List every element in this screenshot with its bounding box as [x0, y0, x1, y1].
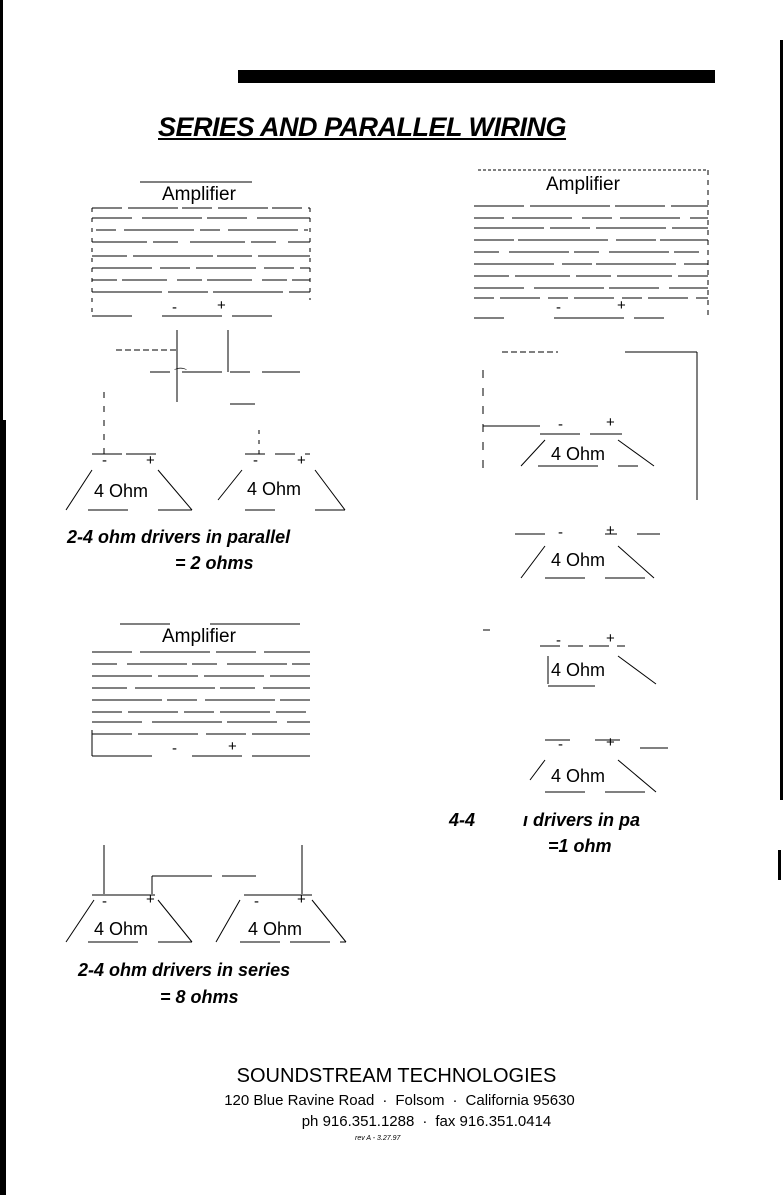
- caption-series2-line2: = 8 ohms: [160, 987, 239, 1007]
- amp-terminal-plus: +: [217, 297, 226, 314]
- speaker-b-minus: -: [558, 524, 563, 541]
- amp-terminal-plus: +: [228, 738, 237, 755]
- footer-separator: ·: [422, 1113, 428, 1130]
- wires-series2: [104, 845, 302, 894]
- caption-parallel4-line1b: ı drivers in pa: [523, 810, 641, 830]
- caption-parallel4-line1a: 4-4: [449, 810, 476, 830]
- speaker2-ohm: 4 Ohm: [247, 479, 302, 499]
- footer-street: 120 Blue Ravine Road: [224, 1092, 375, 1109]
- amplifier-label-parallel2: Amplifier: [162, 184, 236, 205]
- footer-revision: rev A - 3.27.97: [355, 1135, 401, 1142]
- footer-company: SOUNDSTREAM TECHNOLOGIES: [236, 1065, 557, 1087]
- footer-contact: [0, 1113, 783, 1130]
- amp-terminal-minus: -: [556, 299, 561, 316]
- speaker4-plus: +: [297, 891, 306, 908]
- wires-parallel2: [104, 330, 300, 455]
- speaker-c-minus: -: [556, 632, 561, 649]
- footer-fax: fax 916.351.0414: [435, 1113, 552, 1130]
- speaker-b-plus: +: [606, 522, 615, 539]
- amplifier-label-series2: Amplifier: [162, 626, 236, 647]
- speaker1-ohm: 4 Ohm: [94, 481, 149, 501]
- footer-state: California 95630: [465, 1092, 575, 1109]
- speaker2-minus: -: [253, 452, 258, 469]
- speaker4-minus: -: [254, 893, 259, 910]
- amp-terminal-plus: +: [617, 297, 626, 314]
- speaker-a-plus: +: [606, 414, 615, 431]
- footer-separator: ·: [382, 1092, 388, 1109]
- footer-phone: ph 916.351.1288: [301, 1113, 415, 1130]
- wire-crossover-icon: ⌒: [174, 367, 188, 382]
- speaker1-plus: +: [146, 452, 155, 469]
- speaker4-ohm: 4 Ohm: [248, 919, 303, 939]
- speaker3-minus: -: [102, 893, 107, 910]
- speaker-d-ohm: 4 Ohm: [551, 766, 606, 786]
- caption-parallel4-line2: =1 ohm: [548, 836, 612, 856]
- amp-terminal-minus: -: [172, 299, 177, 316]
- caption-series2-line1: 2-4 ohm drivers in series: [78, 960, 291, 980]
- speaker-a-minus: -: [558, 416, 563, 433]
- speaker-d-minus: -: [558, 736, 563, 753]
- page-title: SERIES AND PARALLEL WIRING: [158, 112, 567, 142]
- speaker3-plus: +: [146, 891, 155, 908]
- speaker-c-ohm: 4 Ohm: [551, 660, 606, 680]
- speaker-b-ohm: 4 Ohm: [551, 550, 606, 570]
- speaker2-plus: +: [297, 452, 306, 469]
- caption-parallel2-line1: 2-4 ohm drivers in parallel: [67, 527, 291, 547]
- caption-parallel2-line2: = 2 ohms: [175, 553, 254, 573]
- footer-address: [0, 1092, 783, 1109]
- speaker1-minus: -: [102, 452, 107, 469]
- speaker-d-plus: +: [606, 734, 615, 751]
- speaker-a-ohm: 4 Ohm: [551, 444, 606, 464]
- speaker-shapes-parallel4: [515, 434, 660, 792]
- footer-separator: ·: [452, 1092, 458, 1109]
- speaker-c-plus: +: [606, 630, 615, 647]
- amplifier-label-parallel4: Amplifier: [546, 174, 620, 195]
- speaker3-ohm: 4 Ohm: [94, 919, 149, 939]
- footer-city: Folsom: [395, 1092, 445, 1109]
- amp-terminal-minus: -: [172, 740, 177, 757]
